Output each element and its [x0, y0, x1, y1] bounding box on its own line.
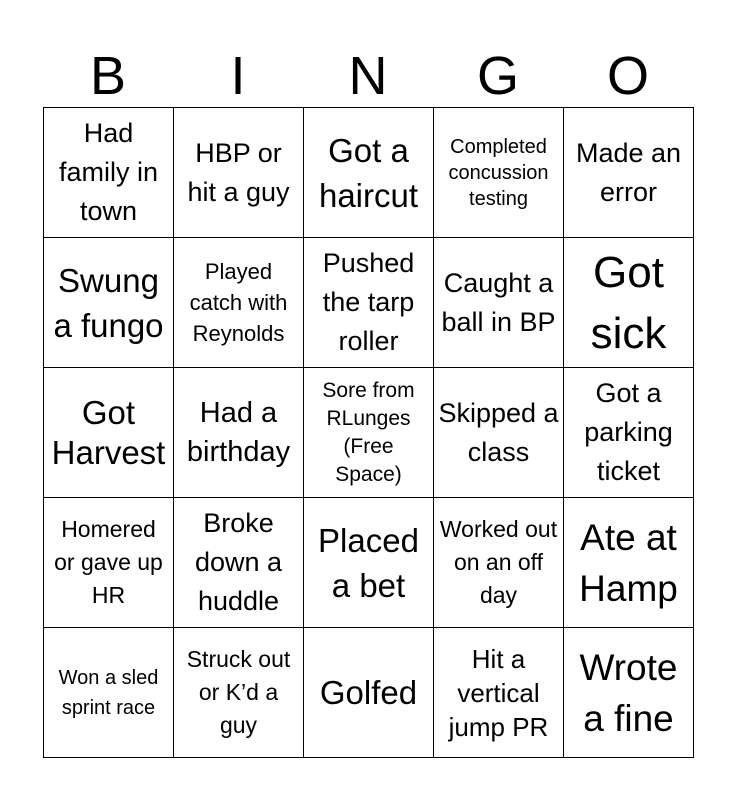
cell-text: Skipped a class — [438, 397, 559, 467]
cell-text: Got a haircut — [318, 131, 419, 214]
bingo-header — [43, 44, 693, 108]
bingo-cell[interactable] — [434, 498, 564, 628]
cell-text: Wrote a fine — [579, 646, 678, 739]
cell-text: Hit a vertical jump PR — [448, 643, 549, 742]
bingo-cell[interactable] — [564, 628, 694, 758]
cell-text: HBP or hit a guy — [187, 137, 290, 207]
bingo-cell[interactable] — [304, 238, 434, 368]
bingo-cell[interactable] — [44, 628, 174, 758]
cell-text: Got sick — [590, 247, 667, 358]
bingo-cell[interactable] — [564, 108, 694, 238]
bingo-cell[interactable] — [304, 498, 434, 628]
bingo-cell[interactable] — [44, 108, 174, 238]
cell-text: Made an error — [575, 137, 682, 207]
cell-text: Swung a fungo — [53, 261, 164, 344]
bingo-cell[interactable] — [174, 368, 304, 498]
header-letter-n: N — [348, 46, 388, 106]
cell-text: Won a sled sprint race — [58, 666, 159, 719]
bingo-cell[interactable] — [564, 238, 694, 368]
header-letter-i: I — [230, 46, 246, 106]
bingo-cell[interactable] — [174, 108, 304, 238]
bingo-cell[interactable] — [304, 368, 434, 498]
cell-text: Sore from RLunges (Free Space) — [322, 378, 415, 486]
cell-text: Broke down a huddle — [194, 508, 283, 616]
bingo-cell[interactable] — [44, 498, 174, 628]
cell-text: Had a birthday — [186, 396, 291, 468]
header-letter-b: B — [89, 46, 127, 106]
bingo-cell[interactable] — [434, 628, 564, 758]
header-letter-g: G — [476, 46, 519, 106]
bingo-cell[interactable] — [304, 108, 434, 238]
bingo-cell[interactable] — [564, 368, 694, 498]
bingo-cell[interactable] — [434, 108, 564, 238]
cell-text: Pushed the tarp roller — [322, 248, 415, 356]
bingo-cell[interactable] — [174, 498, 304, 628]
bingo-cell[interactable] — [434, 238, 564, 368]
cell-text: Played catch with Reynolds — [189, 259, 288, 346]
cell-text: Got Harvest — [51, 393, 166, 471]
bingo-board — [43, 107, 694, 758]
cell-text: Homered or gave up HR — [54, 516, 163, 608]
bingo-cell[interactable] — [434, 368, 564, 498]
bingo-cell[interactable] — [44, 368, 174, 498]
header-letter-o: O — [606, 46, 649, 106]
cell-text: Struck out or K’d a guy — [186, 646, 291, 738]
cell-text: Had family in town — [58, 118, 159, 226]
bingo-cell[interactable] — [174, 238, 304, 368]
cell-text: Worked out on an off day — [439, 516, 558, 608]
bingo-cell[interactable] — [304, 628, 434, 758]
cell-text: Caught a ball in BP — [441, 267, 556, 337]
cell-text: Got a parking ticket — [584, 378, 673, 486]
cell-text: Placed a bet — [318, 521, 419, 604]
bingo-cell[interactable] — [174, 628, 304, 758]
bingo-cell[interactable] — [564, 498, 694, 628]
cell-text: Completed concussion testing — [448, 135, 549, 210]
cell-text: Ate at Hamp — [579, 516, 678, 609]
cell-text: Golfed — [319, 674, 418, 711]
bingo-cell[interactable] — [44, 238, 174, 368]
